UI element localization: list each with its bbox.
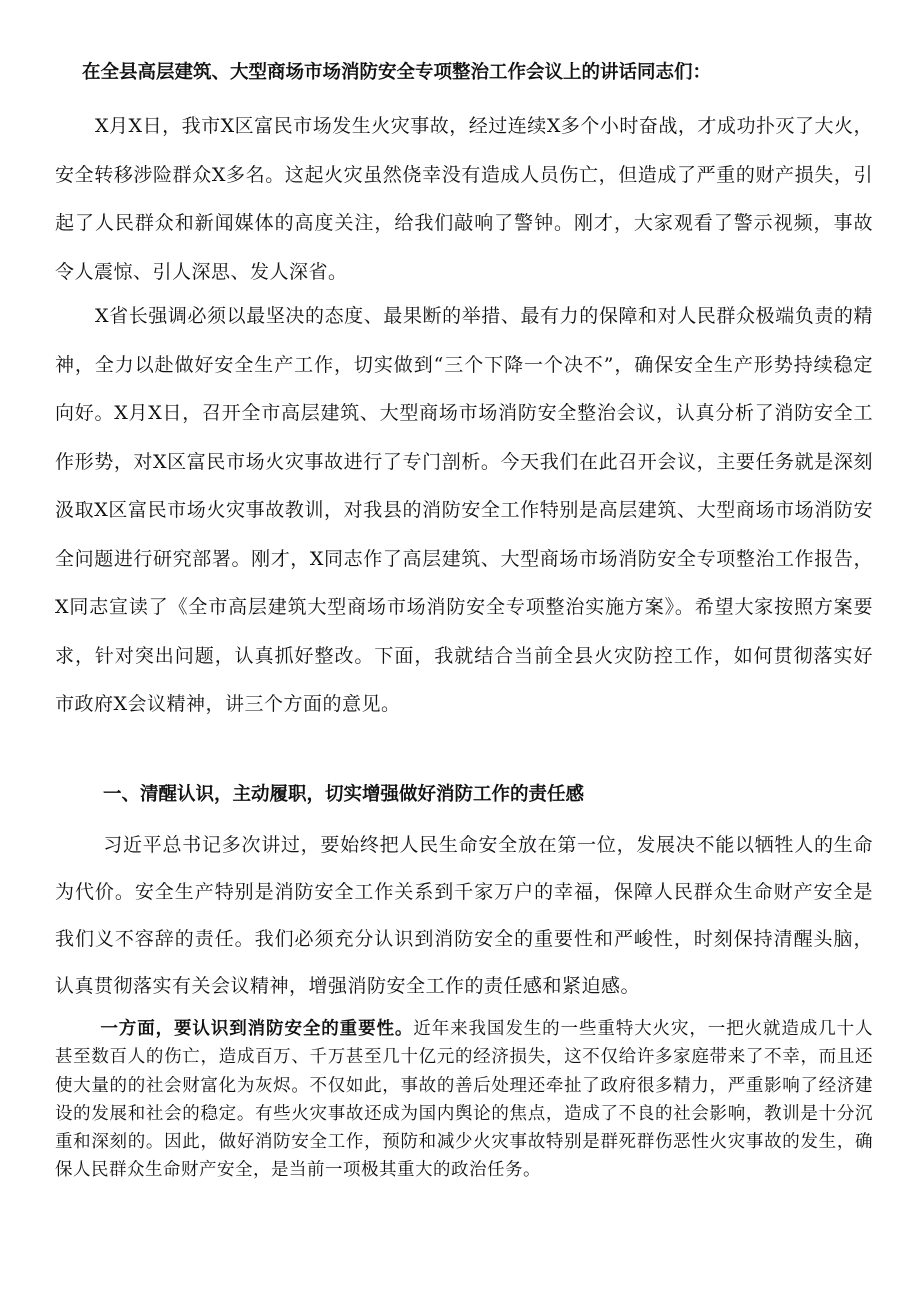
speech-title: 在全县高层建筑、大型商场市场消防安全专项整治工作会议上的讲话同志们：	[82, 62, 712, 83]
paragraph-2-text: X省长强调必须以最坚决的态度、最果断的举措、最有力的保障和对人民群众极端负责的精神，全力以赴做好安全生产工作，切实做到“三个下降一个决不”，确保安全生产形势持续稳定向好。X月X日，召开全市高层建筑、大型商场市场消防安全整治会议，认真分析了消防安全工作形势，对X区富民市场火灾事故进行了专门剖析。今天我们在此召开会议，主要任务就是深刻汲取X区富民市场火灾事故教训，对我县的消防安全工作特别是高层建筑、大型商场市场消防安全问题进行研究部署。刚才，X同志作了高层建筑、大型商场市场消防安全专项整治工作报告，X同志宣读了《全市高层建筑大型商场市场消防安全专项整治实施方案》。希望大家按照方案要求，针对突出问题，认真抓好整改。下面，我就结合当前全县火灾防控工作，如何贯彻落实好市政府X会议精神，讲三个方面的意见。	[55, 305, 873, 715]
paragraph-1-text: X月X日，我市X区富民市场发生火灾事故，经过连续X多个小时奋战，才成功扑灭了大火，安全转移涉险群众X多名。这起火灾虽然侥幸没有造成人员伤亡，但造成了严重的财产损失，引起了人民群众和新闻媒体的高度关注，给我们敲响了警钟。刚才，大家观看了警示视频，事故令人震惊、引人深思、发人深省。	[55, 115, 873, 283]
paragraph-2	[55, 292, 873, 729]
paragraph-3-text: 习近平总书记多次讲过，要始终把人民生命安全放在第一位，发展决不能以牺牲人的生命为代价。安全生产特别是消防安全工作关系到千家万户的幸福，保障人民群众生命财产安全是我们义不容辞的责任。我们必须充分认识到消防安全的重要性和严峻性，时刻保持清醒头脑，认真贯彻落实有关会议精神，增强消防安全工作的责任感和紧迫感。	[55, 834, 873, 997]
paragraph-4	[55, 1015, 873, 1185]
paragraph-4-lead: 一方面，要认识到消防安全的重要性。	[100, 1019, 414, 1039]
paragraph-1	[55, 102, 873, 296]
paragraph-4-text: 近年来我国发生的一些重特大火灾，一把火就造成几十人甚至数百人的伤亡，造成百万、千万甚至几十亿元的经济损失，这不仅给许多家庭带来了不幸，而且还使大量的的社会财富化为灰烬。不仅如此，事故的善后处理还牵扯了政府很多精力，严重影响了经济建设的发展和社会的稳定。有些火灾事故还成为国内舆论的焦点，造成了不良的社会影响，教训是十分沉重和深刻的。因此，做好消防安全工作，预防和减少火灾事故特别是群死群伤恶性火灾事故的发生，确保人民群众生命财产安全，是当前一项极其重大的政治任务。	[55, 1019, 874, 1181]
paragraph-3	[55, 822, 873, 1010]
section-heading-1: 一、清醒认识，主动履职，切实增强做好消防工作的责任感	[103, 784, 585, 805]
